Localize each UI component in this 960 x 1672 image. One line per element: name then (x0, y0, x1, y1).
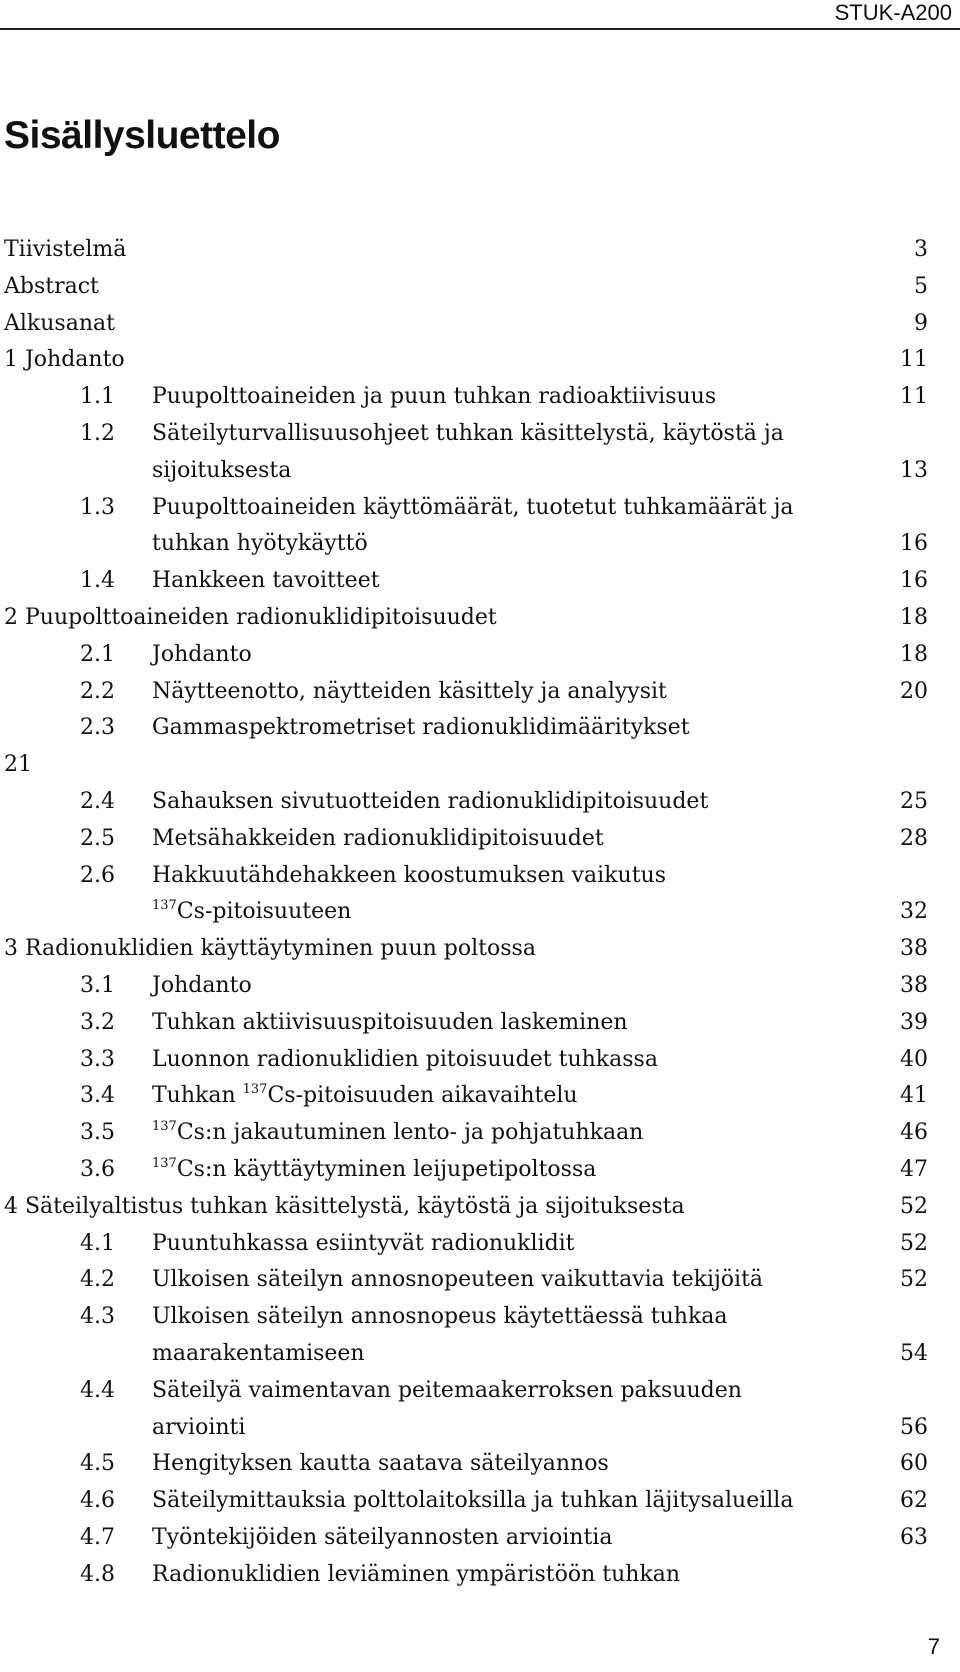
toc-entry-page: 38 (900, 936, 928, 962)
toc-entry[interactable] (4, 306, 928, 343)
toc-entry-title (152, 383, 716, 411)
toc-entry-title (152, 1487, 793, 1515)
toc-entry[interactable] (4, 1078, 928, 1115)
toc-entry-number: 2.2 (80, 678, 115, 704)
toc-entry-title (4, 273, 99, 301)
toc-entry-text: maarakentamiseen (152, 1340, 365, 1366)
toc-entry[interactable] (4, 784, 928, 821)
toc-entry-page: 16 (900, 531, 928, 557)
toc-entry-page: 20 (900, 678, 928, 704)
toc-entry[interactable] (4, 1446, 928, 1483)
toc-entry-text: Puuntuhkassa esiintyvät radionuklidit (152, 1230, 575, 1256)
toc-entry-text: Metsähakkeiden radionuklidipitoisuudet (152, 825, 604, 851)
toc-entry-title (4, 346, 125, 374)
toc-entry-page: 63 (900, 1524, 928, 1550)
toc-entry-text: Säteilymittauksia polttolaitoksilla ja tuhkan läjitysalueilla (152, 1488, 794, 1514)
toc-entry-text: Hankkeen tavoitteet (152, 568, 380, 594)
toc-entry[interactable] (4, 1189, 928, 1226)
toc-entry-page: 52 (900, 1193, 928, 1219)
toc-entry[interactable] (4, 1262, 928, 1299)
header-rule (0, 28, 960, 30)
toc-entry[interactable] (4, 747, 928, 784)
toc-entry-number: 4.6 (80, 1488, 115, 1514)
toc-entry-title (152, 1524, 612, 1552)
toc-entry[interactable] (4, 1557, 928, 1594)
toc-entry[interactable] (4, 710, 928, 747)
toc-entry-text: Alkusanat (4, 310, 115, 336)
toc-entry-title (4, 310, 115, 338)
toc-entry-text: Ulkoisen säteilyn annosnopeus käytettäessä tuhkaa (152, 1304, 728, 1330)
toc-entry-text: arviointi (152, 1414, 246, 1440)
toc-entry-title (152, 1119, 643, 1147)
isotope-superscript: 137 (242, 1082, 268, 1098)
toc-entry[interactable] (4, 1152, 928, 1189)
toc-entry-title (4, 604, 497, 632)
toc-entry-title (152, 494, 794, 522)
toc-entry-text: Cs:n käyttäytyminen leijupetipoltossa (176, 1156, 597, 1182)
toc-entry-text: Puupolttoaineiden käyttömäärät, tuotetut tuhkamäärät ja (152, 494, 794, 520)
toc-entry[interactable] (4, 1373, 928, 1410)
toc-entry-text: Hakkuutähdehakkeen koostumuksen vaikutus (152, 862, 667, 888)
toc-entry-text: Tiivistelmä (4, 237, 127, 262)
toc-entry-text: Ulkoisen säteilyn annosnopeuteen vaikuttavia tekijöitä (152, 1267, 764, 1293)
isotope-superscript: 137 (152, 1155, 177, 1171)
toc-entry-page: 3 (914, 237, 928, 262)
toc-entry-text: Luonnon radionuklidien pitoisuudet tuhkassa (152, 1046, 658, 1072)
toc-entry-page: 40 (900, 1046, 928, 1072)
toc-entry[interactable] (4, 931, 928, 968)
toc-entry-text: Näytteenotto, näytteiden käsittely ja analyysit (152, 678, 667, 704)
toc-entry-page: 16 (900, 568, 928, 594)
toc-entry-title (4, 236, 126, 264)
toc-entry-number: 2.5 (80, 825, 115, 851)
toc-entry-number: 2.1 (80, 641, 115, 667)
toc-entry[interactable] (4, 858, 928, 895)
toc-entry-page: 52 (900, 1230, 928, 1256)
toc-entry-title (4, 751, 32, 779)
toc-entry-page: 38 (900, 972, 928, 998)
toc-entry-text: tuhkan hyötykäyttö (152, 531, 368, 557)
toc-entry[interactable] (4, 894, 928, 931)
toc-entry-title (152, 862, 666, 890)
toc-entry-text: Radionuklidien leviäminen ympäristöön tuhkan (152, 1561, 681, 1587)
toc-entry[interactable] (4, 1299, 928, 1336)
toc-entry-number: 4.5 (80, 1451, 115, 1477)
toc-entry-title (152, 1377, 742, 1405)
toc-entry[interactable] (4, 1483, 928, 1520)
toc-entry-page: 13 (900, 457, 928, 483)
toc-entry-title (152, 641, 252, 669)
toc-entry[interactable] (4, 1336, 928, 1373)
toc-entry-text: Sahauksen sivutuotteiden radionuklidipitoisuudet (152, 788, 709, 814)
toc-entry[interactable] (4, 379, 928, 416)
toc-entry[interactable] (4, 269, 928, 306)
toc-entry-page: 60 (900, 1451, 928, 1477)
toc-entry-page: 9 (914, 310, 928, 336)
toc-entry-title (4, 1193, 685, 1221)
toc-entry-title (152, 1303, 728, 1331)
toc-entry-number: 1.3 (80, 494, 115, 520)
toc-entry-text: Säteilyturvallisuusohjeet tuhkan käsittelystä, käytöstä ja (152, 420, 784, 446)
running-header (0, 0, 960, 32)
toc-entry-title (152, 420, 784, 448)
toc-entry-page: 18 (900, 641, 928, 667)
toc-entry-text: Cs-pitoisuuden aikavaihtelu (267, 1083, 578, 1109)
toc-entry-number: 4.3 (80, 1304, 115, 1330)
toc-entry[interactable] (4, 637, 928, 674)
toc-entry-number: 1.4 (80, 568, 115, 594)
toc-entry-title (152, 457, 291, 485)
toc-entry-text: Cs:n jakautuminen lento- ja pohjatuhkaan (176, 1120, 644, 1146)
toc-entry-page: 56 (900, 1414, 928, 1440)
toc-entry[interactable] (4, 1410, 928, 1447)
toc-entry[interactable] (4, 821, 928, 858)
toc-entry-number: 3.6 (80, 1156, 115, 1182)
toc-entry-number: 2.4 (80, 788, 115, 814)
toc-entry-text: Työntekijöiden säteilyannosten arviointia (152, 1524, 613, 1550)
page-title: Sisällysluettelo (4, 114, 280, 157)
toc-entry-text: Puupolttoaineiden ja puun tuhkan radioaktiivisuus (152, 384, 717, 410)
toc-entry-number: 2.6 (80, 862, 115, 888)
page-number: 7 (927, 1634, 940, 1659)
toc-entry-title (152, 678, 667, 706)
toc-entry-number: 4.1 (80, 1230, 115, 1256)
toc-entry-text: Gammaspektrometriset radionuklidimääritykset (152, 715, 690, 741)
toc-entry-title (152, 825, 604, 853)
toc-entry[interactable] (4, 968, 928, 1005)
toc-entry-text: Johdanto (152, 641, 252, 667)
toc-entry-number: 4.4 (80, 1377, 115, 1403)
toc-entry[interactable] (4, 1005, 928, 1042)
toc-entry-text: 2 Puupolttoaineiden radionuklidipitoisuudet (4, 604, 497, 630)
toc-entry-text: 4 Säteilyaltistus tuhkan käsittelystä, käytöstä ja sijoituksesta (4, 1193, 685, 1219)
toc-entry-number: 3.2 (80, 1009, 115, 1035)
toc-entry-number: 4.8 (80, 1561, 115, 1587)
toc-entry-title (152, 1009, 628, 1037)
toc-entry[interactable] (4, 526, 928, 563)
toc-entry[interactable] (4, 232, 928, 269)
toc-entry-page: 11 (900, 347, 928, 373)
toc-entry-text: Tuhkan aktiivisuuspitoisuuden laskeminen (152, 1009, 628, 1035)
toc-entry-text: sijoituksesta (152, 457, 292, 483)
toc-entry[interactable] (4, 416, 928, 453)
isotope-superscript: 137 (152, 1119, 177, 1135)
toc-entry-number: 2.3 (80, 715, 115, 741)
toc-entry-text: Cs-pitoisuuteen (176, 899, 352, 925)
toc-entry[interactable] (4, 453, 928, 490)
toc-entry-title (152, 898, 351, 926)
toc-entry-title (152, 1082, 578, 1110)
toc-entry-number: 3.5 (80, 1120, 115, 1146)
toc-entry-page: 41 (900, 1083, 928, 1109)
toc-entry-title (152, 567, 380, 595)
toc-entry-page: 39 (900, 1009, 928, 1035)
toc-entry[interactable] (4, 342, 928, 379)
toc-entry-prefix: Tuhkan (152, 1083, 243, 1109)
toc-entry-title (152, 714, 690, 742)
toc-entry-page: 62 (900, 1488, 928, 1514)
toc-entry[interactable] (4, 674, 928, 711)
toc-entry-number: 3.4 (80, 1083, 115, 1109)
toc-entry-page: 32 (900, 899, 928, 925)
toc-entry-number: 3.1 (80, 972, 115, 998)
toc-entry-title (152, 1450, 609, 1478)
toc-entry-number: 3.3 (80, 1046, 115, 1072)
toc-entry-text: Hengityksen kautta saatava säteilyannos (152, 1451, 609, 1477)
toc-entry-title (152, 1156, 596, 1184)
toc-entry-number: 1.2 (80, 420, 115, 446)
toc-entry-title (152, 1266, 763, 1294)
report-code: STUK-A200 (834, 0, 952, 25)
toc-entry[interactable] (4, 1226, 928, 1263)
toc-entry-page: 47 (900, 1156, 928, 1182)
toc-entry-page: 46 (900, 1120, 928, 1146)
toc-entry-title (4, 935, 536, 963)
toc-entry-page: 28 (900, 825, 928, 851)
toc-entry[interactable] (4, 1115, 928, 1152)
toc-entry-text: 21 (4, 752, 32, 778)
toc-entry-page: 52 (900, 1267, 928, 1293)
toc-entry-page: 54 (900, 1340, 928, 1366)
toc-entry-number: 4.7 (80, 1524, 115, 1550)
table-of-contents (4, 232, 928, 1593)
toc-entry-title (152, 1561, 680, 1589)
toc-entry-number: 1.1 (80, 384, 115, 410)
toc-entry-title (152, 972, 252, 1000)
toc-entry-text: Abstract (4, 273, 99, 299)
toc-entry-title (152, 1414, 245, 1442)
toc-entry-title (152, 1340, 365, 1368)
toc-entry[interactable] (4, 490, 928, 527)
toc-entry-title (152, 1230, 575, 1258)
toc-entry-page: 11 (900, 384, 928, 410)
toc-entry[interactable] (4, 600, 928, 637)
toc-entry-text: 1 Johdanto (4, 347, 125, 373)
toc-entry-text: Säteilyä vaimentavan peitemaakerroksen paksuuden (152, 1377, 742, 1403)
toc-entry-text: 3 Radionuklidien käyttäytyminen puun poltossa (4, 936, 536, 962)
toc-entry[interactable] (4, 563, 928, 600)
toc-entry-number: 4.2 (80, 1267, 115, 1293)
toc-entry-text: Johdanto (152, 972, 252, 998)
toc-entry-page: 18 (900, 604, 928, 630)
toc-entry[interactable] (4, 1042, 928, 1079)
toc-entry-title (152, 1046, 658, 1074)
toc-entry-title (152, 788, 708, 816)
toc-entry-title (152, 530, 368, 558)
toc-entry-page: 5 (914, 273, 928, 299)
isotope-superscript: 137 (152, 898, 177, 914)
toc-entry-page: 25 (900, 788, 928, 814)
toc-entry[interactable] (4, 1520, 928, 1557)
